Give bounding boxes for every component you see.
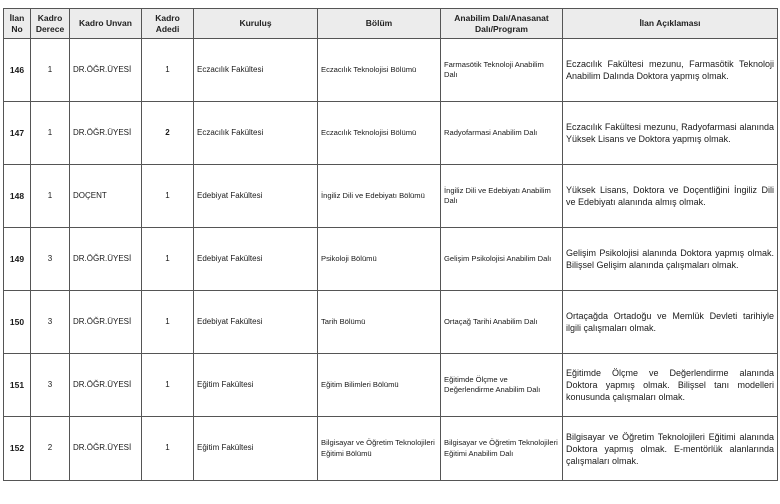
bolum-cell: Eczacılık Teknolojisi Bölümü [318, 102, 441, 165]
anabilim-dali-cell: Gelişim Psikolojisi Anabilim Dalı [441, 228, 563, 291]
ilan-no-cell: 146 [4, 39, 31, 102]
header-kadro-unvan: Kadro Unvan [70, 9, 142, 39]
anabilim-dali-cell: Bilgisayar ve Öğretim Teknolojileri Eğitimi Anabilim Dalı [441, 417, 563, 481]
ilan-aciklamasi-cell: Gelişim Psikolojisi alanında Doktora yapmış olmak. Bilişsel Gelişim alanında çalışmaları olmak. [563, 228, 778, 291]
bolum-cell: İngiliz Dili ve Edebiyatı Bölümü [318, 165, 441, 228]
bolum-cell: Psikoloji Bölümü [318, 228, 441, 291]
header-bolum: Bölüm [318, 9, 441, 39]
kadro-unvan-cell: DR.ÖĞR.ÜYESİ [70, 39, 142, 102]
table-row [4, 165, 778, 228]
header-ilan-aciklamasi: İlan Açıklaması [563, 9, 778, 39]
job-postings-table [3, 8, 778, 481]
ilan-aciklamasi-cell: Eğitimde Ölçme ve Değerlendirme alanında Doktora yapmış olmak. Bilişsel tanı modelleri konusunda çalışmaları olmak. [563, 354, 778, 417]
anabilim-dali-cell: Eğitimde Ölçme ve Değerlendirme Anabilim Dalı [441, 354, 563, 417]
ilan-no-cell: 149 [4, 228, 31, 291]
header-kurulus: Kuruluş [194, 9, 318, 39]
table-row [4, 102, 778, 165]
ilan-no-cell: 148 [4, 165, 31, 228]
kadro-derece-cell: 3 [31, 354, 70, 417]
kadro-derece-cell: 1 [31, 39, 70, 102]
header-kadro-adedi: Kadro Adedi [142, 9, 194, 39]
kadro-adedi-cell: 1 [142, 417, 194, 481]
header-row [4, 9, 778, 39]
kadro-derece-cell: 2 [31, 417, 70, 481]
ilan-aciklamasi-cell: Eczacılık Fakültesi mezunu, Farmasötik Teknoloji Anabilim Dalında Doktora yapmış olmak. [563, 39, 778, 102]
bolum-cell: Eğitim Bilimleri Bölümü [318, 354, 441, 417]
header-kadro-derece: Kadro Derece [31, 9, 70, 39]
table-row [4, 354, 778, 417]
bolum-cell: Bilgisayar ve Öğretim Teknolojileri Eğitimi Bölümü [318, 417, 441, 481]
kurulus-cell: Edebiyat Fakültesi [194, 291, 318, 354]
kadro-unvan-cell: DR.ÖĞR.ÜYESİ [70, 417, 142, 481]
bolum-cell: Tarih Bölümü [318, 291, 441, 354]
anabilim-dali-cell: Farmasötik Teknoloji Anabilim Dalı [441, 39, 563, 102]
kurulus-cell: Edebiyat Fakültesi [194, 228, 318, 291]
kadro-adedi-cell: 1 [142, 228, 194, 291]
anabilim-dali-cell: Radyofarmasi Anabilim Dalı [441, 102, 563, 165]
ilan-aciklamasi-cell: Ortaçağda Ortadoğu ve Memlük Devleti tarihiyle ilgili çalışmaları olmak. [563, 291, 778, 354]
table-row [4, 291, 778, 354]
kadro-derece-cell: 1 [31, 165, 70, 228]
table-header [4, 9, 778, 39]
kadro-unvan-cell: DR.ÖĞR.ÜYESİ [70, 102, 142, 165]
ilan-aciklamasi-cell: Eczacılık Fakültesi mezunu, Radyofarmasi alanında Yüksek Lisans ve Doktora yapmış olmak. [563, 102, 778, 165]
table-body [4, 39, 778, 481]
kadro-derece-cell: 1 [31, 102, 70, 165]
kurulus-cell: Edebiyat Fakültesi [194, 165, 318, 228]
kurulus-cell: Eczacılık Fakültesi [194, 39, 318, 102]
ilan-no-cell: 151 [4, 354, 31, 417]
kurulus-cell: Eğitim Fakültesi [194, 354, 318, 417]
header-ilan-no: İlan No [4, 9, 31, 39]
table-row [4, 417, 778, 481]
kadro-adedi-cell: 2 [142, 102, 194, 165]
kurulus-cell: Eğitim Fakültesi [194, 417, 318, 481]
kadro-unvan-cell: DR.ÖĞR.ÜYESİ [70, 291, 142, 354]
header-anabilim-dali: Anabilim Dalı/Anasanat Dalı/Program [441, 9, 563, 39]
kadro-adedi-cell: 1 [142, 39, 194, 102]
anabilim-dali-cell: Ortaçağ Tarihi Anabilim Dalı [441, 291, 563, 354]
kadro-unvan-cell: DOÇENT [70, 165, 142, 228]
kadro-adedi-cell: 1 [142, 354, 194, 417]
table-row [4, 39, 778, 102]
kadro-unvan-cell: DR.ÖĞR.ÜYESİ [70, 228, 142, 291]
kadro-adedi-cell: 1 [142, 291, 194, 354]
bolum-cell: Eczacılık Teknolojisi Bölümü [318, 39, 441, 102]
kadro-unvan-cell: DR.ÖĞR.ÜYESİ [70, 354, 142, 417]
ilan-aciklamasi-cell: Yüksek Lisans, Doktora ve Doçentliğini İngiliz Dili ve Edebiyatı alanında almış olmak. [563, 165, 778, 228]
kurulus-cell: Eczacılık Fakültesi [194, 102, 318, 165]
ilan-no-cell: 152 [4, 417, 31, 481]
table-row [4, 228, 778, 291]
ilan-aciklamasi-cell: Bilgisayar ve Öğretim Teknolojileri Eğitimi alanında Doktora yapmış olmak. E-mentörlük alanlarında çalışmaları olmak. [563, 417, 778, 481]
kadro-derece-cell: 3 [31, 228, 70, 291]
anabilim-dali-cell: İngiliz Dili ve Edebiyatı Anabilim Dalı [441, 165, 563, 228]
ilan-no-cell: 147 [4, 102, 31, 165]
kadro-derece-cell: 3 [31, 291, 70, 354]
ilan-no-cell: 150 [4, 291, 31, 354]
kadro-adedi-cell: 1 [142, 165, 194, 228]
